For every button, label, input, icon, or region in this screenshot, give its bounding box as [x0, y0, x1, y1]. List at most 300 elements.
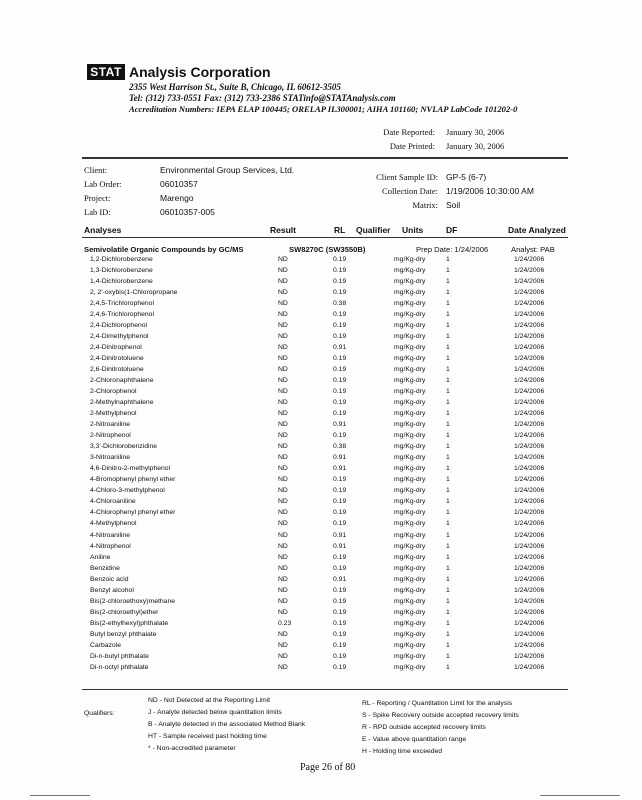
rl-cell: 0.19	[333, 322, 347, 330]
units-cell: mg/Kg-dry	[394, 377, 426, 385]
analyte-cell: 2,4,6-Trichlorophenol	[90, 311, 154, 319]
units-cell: mg/Kg-dry	[394, 421, 426, 429]
df-cell: 1	[446, 311, 450, 319]
date-analyzed-cell: 1/24/2006	[514, 652, 545, 660]
client-value: Environmental Group Services, Ltd.	[160, 165, 295, 175]
result-cell: ND	[278, 443, 288, 451]
analyte-cell: 2,4,5-Trichlorophenol	[90, 300, 154, 308]
table-row	[0, 598, 642, 609]
col-qualifier: Qualifier	[356, 225, 391, 235]
result-cell: ND	[278, 520, 288, 528]
rl-cell: 0.19	[333, 630, 347, 638]
date-analyzed-cell: 1/24/2006	[514, 432, 545, 440]
units-cell: mg/Kg-dry	[394, 520, 426, 528]
project-value: Marengo	[160, 193, 194, 203]
units-cell: mg/Kg-dry	[394, 267, 426, 275]
header-divider	[82, 157, 568, 159]
analyte-cell: 2,6-Dinitrotoluene	[90, 366, 144, 374]
df-cell: 1	[446, 652, 450, 660]
rl-cell: 0.19	[333, 641, 347, 649]
date-analyzed-cell: 1/24/2006	[514, 355, 545, 363]
result-cell: ND	[278, 267, 288, 275]
result-cell: ND	[278, 421, 288, 429]
units-cell: mg/Kg-dry	[394, 300, 426, 308]
df-cell: 1	[446, 278, 450, 286]
analyte-cell: 2, 2'-oxybis(1-Chloropropane	[90, 289, 178, 297]
rl-cell: 0.91	[333, 421, 347, 429]
units-cell: mg/Kg-dry	[394, 355, 426, 363]
date-analyzed-cell: 1/24/2006	[514, 630, 545, 638]
analyte-cell: Bis(2-ethylhexyl)phthalate	[90, 619, 169, 627]
date-analyzed-cell: 1/24/2006	[514, 322, 545, 330]
df-cell: 1	[446, 586, 450, 594]
date-analyzed-cell: 1/24/2006	[514, 267, 545, 275]
table-row	[0, 388, 642, 399]
df-cell: 1	[446, 322, 450, 330]
rl-cell: 0.19	[333, 388, 347, 396]
rl-cell: 0.91	[333, 344, 347, 352]
section-title: Semivolatile Organic Compounds by GC/MS	[84, 245, 244, 254]
company-address: 2355 West Harrison St., Suite B, Chicago, IL 60612-3505	[129, 82, 341, 92]
units-cell: mg/Kg-dry	[394, 388, 426, 396]
table-row	[0, 355, 642, 366]
df-cell: 1	[446, 443, 450, 451]
rl-cell: 0.19	[333, 652, 347, 660]
result-cell: ND	[278, 597, 288, 605]
lab-id-value: 06010357-005	[160, 207, 215, 217]
date-analyzed-cell: 1/24/2006	[514, 278, 545, 286]
section-analyst: Analyst: PAB	[511, 245, 555, 254]
qualifier-r: R - RPD outside accepted recovery limits	[362, 724, 486, 731]
qualifier-e: E - Value above quantitation range	[362, 736, 467, 743]
rl-cell: 0.19	[333, 586, 347, 594]
rl-cell: 0.19	[333, 256, 347, 263]
matrix-value: Soil	[446, 200, 461, 210]
df-cell: 1	[446, 641, 450, 649]
company-name: Analysis Corporation	[129, 64, 271, 80]
units-cell: mg/Kg-dry	[394, 597, 426, 605]
table-row	[0, 432, 642, 443]
date-analyzed-cell: 1/24/2006	[514, 498, 545, 506]
result-cell: ND	[278, 575, 288, 583]
company-phone: Tel: (312) 733-0551 Fax: (312) 733-2386 STATinfo@STATAnalysis.com	[129, 93, 396, 103]
table-row	[0, 642, 642, 653]
rl-cell: 0.19	[333, 355, 347, 363]
table-row	[0, 256, 642, 267]
date-analyzed-cell: 1/24/2006	[514, 366, 545, 374]
table-row	[0, 322, 642, 333]
analyte-cell: Di-n-octyl phthalate	[90, 663, 149, 671]
rl-cell: 0.19	[333, 509, 347, 517]
date-analyzed-cell: 1/24/2006	[514, 608, 545, 616]
table-row	[0, 609, 642, 620]
result-cell: ND	[278, 322, 288, 330]
analyte-cell: 2,4-Dinitrotoluene	[90, 355, 144, 363]
qualifier-ht: HT - Sample received past holding time	[148, 733, 267, 740]
col-analyses: Analyses	[84, 225, 122, 235]
rl-cell: 0.91	[333, 575, 347, 583]
date-analyzed-cell: 1/24/2006	[514, 520, 545, 528]
rl-cell: 0.19	[333, 476, 347, 484]
analyte-cell: Di-n-butyl phthalate	[90, 652, 149, 660]
scan-mark-left	[30, 795, 90, 796]
result-cell: ND	[278, 366, 288, 374]
analyte-cell: 4-Bromophenyl phenyl ether	[90, 476, 176, 484]
rl-cell: 0.91	[333, 465, 347, 473]
units-cell: mg/Kg-dry	[394, 344, 426, 352]
result-cell: ND	[278, 509, 288, 517]
table-row	[0, 454, 642, 465]
units-cell: mg/Kg-dry	[394, 575, 426, 583]
date-analyzed-cell: 1/24/2006	[514, 289, 545, 297]
analyte-cell: 4,6-Dinitro-2-methylphenol	[90, 465, 171, 473]
table-row	[0, 498, 642, 509]
date-analyzed-cell: 1/24/2006	[514, 377, 545, 385]
df-cell: 1	[446, 300, 450, 308]
df-cell: 1	[446, 476, 450, 484]
col-result: Result	[270, 225, 296, 235]
result-cell: ND	[278, 278, 288, 286]
table-row	[0, 554, 642, 565]
table-row	[0, 465, 642, 476]
units-cell: mg/Kg-dry	[394, 465, 426, 473]
columns-divider	[82, 237, 568, 238]
date-analyzed-cell: 1/24/2006	[514, 597, 545, 605]
date-analyzed-cell: 1/24/2006	[514, 476, 545, 484]
df-cell: 1	[446, 454, 450, 462]
sample-id-label: Client Sample ID:	[376, 172, 438, 182]
df-cell: 1	[446, 410, 450, 418]
units-cell: mg/Kg-dry	[394, 366, 426, 374]
df-cell: 1	[446, 597, 450, 605]
analyte-cell: 2-Chloronaphthalene	[90, 377, 154, 385]
date-analyzed-cell: 1/24/2006	[514, 641, 545, 649]
units-cell: mg/Kg-dry	[394, 454, 426, 462]
table-row	[0, 311, 642, 322]
result-cell: ND	[278, 564, 288, 572]
table-row	[0, 532, 642, 543]
table-row	[0, 476, 642, 487]
df-cell: 1	[446, 344, 450, 352]
qualifier-h: H - Holding time exceeded	[362, 748, 443, 755]
table-row	[0, 366, 642, 377]
table-row	[0, 664, 642, 675]
df-cell: 1	[446, 531, 450, 539]
result-cell: ND	[278, 410, 288, 418]
df-cell: 1	[446, 399, 450, 407]
rl-cell: 0.19	[333, 608, 347, 616]
df-cell: 1	[446, 509, 450, 517]
result-cell: ND	[278, 663, 288, 671]
lab-order-label: Lab Order:	[84, 179, 122, 189]
table-row	[0, 520, 642, 531]
date-analyzed-cell: 1/24/2006	[514, 454, 545, 462]
rl-cell: 0.19	[333, 564, 347, 572]
units-cell: mg/Kg-dry	[394, 586, 426, 594]
units-cell: mg/Kg-dry	[394, 542, 426, 550]
rl-cell: 0.19	[333, 366, 347, 374]
analyte-cell: 4-Chloro-3-methylphenol	[90, 487, 165, 495]
date-analyzed-cell: 1/24/2006	[514, 443, 545, 451]
date-analyzed-cell: 1/24/2006	[514, 542, 545, 550]
rl-cell: 0.19	[333, 520, 347, 528]
result-cell: ND	[278, 256, 288, 263]
units-cell: mg/Kg-dry	[394, 399, 426, 407]
qualifier-star: * - Non-accredited parameter	[148, 745, 236, 752]
units-cell: mg/Kg-dry	[394, 289, 426, 297]
units-cell: mg/Kg-dry	[394, 564, 426, 572]
analyte-cell: 3-Nitroaniline	[90, 454, 131, 462]
table-row	[0, 344, 642, 355]
units-cell: mg/Kg-dry	[394, 410, 426, 418]
table-row	[0, 410, 642, 421]
sample-id-value: GP-5 (6-7)	[446, 172, 487, 182]
rl-cell: 0.91	[333, 542, 347, 550]
table-row	[0, 289, 642, 300]
date-analyzed-cell: 1/24/2006	[514, 663, 545, 671]
date-analyzed-cell: 1/24/2006	[514, 399, 545, 407]
table-row	[0, 620, 642, 631]
table-row	[0, 377, 642, 388]
date-analyzed-cell: 1/24/2006	[514, 564, 545, 572]
rl-cell: 0.19	[333, 619, 347, 627]
result-cell: ND	[278, 465, 288, 473]
df-cell: 1	[446, 388, 450, 396]
rl-cell: 0.19	[333, 333, 347, 341]
df-cell: 1	[446, 608, 450, 616]
units-cell: mg/Kg-dry	[394, 278, 426, 286]
page-number: Page 26 of 80	[300, 762, 356, 773]
date-analyzed-cell: 1/24/2006	[514, 553, 545, 561]
result-cell: ND	[278, 300, 288, 308]
units-cell: mg/Kg-dry	[394, 311, 426, 319]
analyte-cell: 2-Nitroaniline	[90, 421, 131, 429]
analyte-cell: Butyl benzyl phthalate	[90, 630, 157, 638]
scan-mark-right	[540, 795, 620, 796]
rl-cell: 0.19	[333, 663, 347, 671]
analyte-cell: 1,2-Dichlorobenzene	[90, 256, 153, 263]
accreditation-numbers: Accreditation Numbers: IEPA ELAP 100445; ORELAP IL300001; AIHA 101160; NVLAP LabCode 101202-0	[129, 104, 518, 114]
result-cell: ND	[278, 652, 288, 660]
df-cell: 1	[446, 267, 450, 275]
df-cell: 1	[446, 553, 450, 561]
analyte-cell: 4-Nitroaniline	[90, 531, 131, 539]
result-cell: ND	[278, 311, 288, 319]
rl-cell: 0.19	[333, 311, 347, 319]
table-row	[0, 509, 642, 520]
table-row	[0, 631, 642, 642]
analyte-cell: Benzoic acid	[90, 575, 129, 583]
result-cell: ND	[278, 355, 288, 363]
date-analyzed-cell: 1/24/2006	[514, 421, 545, 429]
qualifier-b: B - Analyte detected in the associated Method Blank	[148, 721, 306, 728]
table-row	[0, 653, 642, 664]
analyte-cell: 2-Chlorophenol	[90, 388, 137, 396]
lab-id-label: Lab ID:	[84, 207, 111, 217]
units-cell: mg/Kg-dry	[394, 608, 426, 616]
df-cell: 1	[446, 333, 450, 341]
section-method: SW8270C (SW3550B)	[289, 245, 366, 254]
analyte-cell: 2,4-Dimethylphenol	[90, 333, 149, 341]
table-row	[0, 421, 642, 432]
qualifier-j: J - Analyte detected below quantitation limits	[148, 709, 282, 716]
col-date-analyzed: Date Analyzed	[508, 225, 566, 235]
result-cell: ND	[278, 432, 288, 440]
units-cell: mg/Kg-dry	[394, 531, 426, 539]
df-cell: 1	[446, 465, 450, 473]
date-analyzed-cell: 1/24/2006	[514, 509, 545, 517]
rl-cell: 0.19	[333, 267, 347, 275]
date-analyzed-cell: 1/24/2006	[514, 619, 545, 627]
date-analyzed-cell: 1/24/2006	[514, 531, 545, 539]
units-cell: mg/Kg-dry	[394, 432, 426, 440]
df-cell: 1	[446, 289, 450, 297]
df-cell: 1	[446, 487, 450, 495]
matrix-label: Matrix:	[412, 200, 438, 210]
qualifier-s: S - Spike Recovery outside accepted recovery limits	[362, 712, 519, 719]
result-cell: ND	[278, 289, 288, 297]
df-cell: 1	[446, 619, 450, 627]
units-cell: mg/Kg-dry	[394, 476, 426, 484]
footer-divider	[82, 689, 568, 690]
rl-cell: 0.19	[333, 487, 347, 495]
rl-cell: 0.19	[333, 432, 347, 440]
analyte-cell: 4-Chloroaniline	[90, 498, 136, 506]
table-row	[0, 300, 642, 311]
result-cell: ND	[278, 498, 288, 506]
analyte-cell: Benzidine	[90, 564, 120, 572]
qualifiers-label: Qualifiers:	[84, 710, 115, 717]
result-cell: 0.23	[278, 619, 292, 627]
rl-cell: 0.19	[333, 289, 347, 297]
df-cell: 1	[446, 498, 450, 506]
df-cell: 1	[446, 355, 450, 363]
analyte-cell: Bis(2-chloroethoxy)methane	[90, 597, 176, 605]
units-cell: mg/Kg-dry	[394, 509, 426, 517]
col-units: Units	[402, 225, 424, 235]
units-cell: mg/Kg-dry	[394, 322, 426, 330]
result-cell: ND	[278, 476, 288, 484]
analyte-cell: 4-Methylphenol	[90, 520, 137, 528]
date-reported-value: January 30, 2006	[446, 127, 505, 137]
units-cell: mg/Kg-dry	[394, 443, 426, 451]
col-rl: RL	[334, 225, 346, 235]
table-row	[0, 576, 642, 587]
table-row	[0, 565, 642, 576]
table-row	[0, 399, 642, 410]
units-cell: mg/Kg-dry	[394, 487, 426, 495]
result-cell: ND	[278, 641, 288, 649]
collection-date-label: Collection Date:	[382, 186, 438, 196]
df-cell: 1	[446, 542, 450, 550]
rl-cell: 0.19	[333, 498, 347, 506]
table-row	[0, 333, 642, 344]
result-cell: ND	[278, 531, 288, 539]
col-df: DF	[446, 225, 458, 235]
analyte-cell: Bis(2-chloroethyl)ether	[90, 608, 159, 616]
analyte-cell: 2-Methylphenol	[90, 410, 137, 418]
units-cell: mg/Kg-dry	[394, 652, 426, 660]
result-cell: ND	[278, 608, 288, 616]
df-cell: 1	[446, 366, 450, 374]
result-cell: ND	[278, 630, 288, 638]
analyte-cell: Carbazole	[90, 641, 121, 649]
table-row	[0, 443, 642, 454]
df-cell: 1	[446, 663, 450, 671]
rl-cell: 0.19	[333, 278, 347, 286]
date-analyzed-cell: 1/24/2006	[514, 586, 545, 594]
analyte-cell: 2-Nitrophenol	[90, 432, 131, 440]
company-logo: STAT	[87, 64, 125, 80]
df-cell: 1	[446, 421, 450, 429]
date-analyzed-cell: 1/24/2006	[514, 465, 545, 473]
date-analyzed-cell: 1/24/2006	[514, 410, 545, 418]
units-cell: mg/Kg-dry	[394, 498, 426, 506]
units-cell: mg/Kg-dry	[394, 663, 426, 671]
date-analyzed-cell: 1/24/2006	[514, 300, 545, 308]
units-cell: mg/Kg-dry	[394, 641, 426, 649]
result-cell: ND	[278, 487, 288, 495]
result-cell: ND	[278, 553, 288, 561]
table-row	[0, 267, 642, 278]
date-analyzed-cell: 1/24/2006	[514, 487, 545, 495]
table-row	[0, 587, 642, 598]
df-cell: 1	[446, 432, 450, 440]
analyte-cell: 2,4-Dichlorophenol	[90, 322, 148, 330]
rl-cell: 0.91	[333, 454, 347, 462]
rl-cell: 0.91	[333, 531, 347, 539]
df-cell: 1	[446, 256, 450, 263]
units-cell: mg/Kg-dry	[394, 333, 426, 341]
df-cell: 1	[446, 630, 450, 638]
qualifier-nd: ND - Not Detected at the Reporting Limit	[148, 697, 271, 704]
analyte-cell: 2,4-Dinitrophenol	[90, 344, 142, 352]
result-cell: ND	[278, 377, 288, 385]
result-cell: ND	[278, 586, 288, 594]
analyte-cell: 4-Nitrophenol	[90, 542, 131, 550]
analyte-cell: 2-Methylnaphthalene	[90, 399, 154, 407]
lab-order-value: 06010357	[160, 179, 198, 189]
analyte-cell: 1,3-Dichlorobenzene	[90, 267, 153, 275]
table-row	[0, 278, 642, 289]
analyte-cell: 1,4-Dichlorobenzene	[90, 278, 153, 286]
collection-date-value: 1/19/2006 10:30:00 AM	[446, 186, 534, 196]
result-cell: ND	[278, 388, 288, 396]
units-cell: mg/Kg-dry	[394, 630, 426, 638]
df-cell: 1	[446, 564, 450, 572]
result-cell: ND	[278, 344, 288, 352]
date-analyzed-cell: 1/24/2006	[514, 388, 545, 396]
units-cell: mg/Kg-dry	[394, 256, 426, 263]
date-printed-label: Date Printed:	[389, 141, 435, 151]
date-analyzed-cell: 1/24/2006	[514, 344, 545, 352]
df-cell: 1	[446, 575, 450, 583]
client-label: Client:	[84, 165, 108, 175]
units-cell: mg/Kg-dry	[394, 553, 426, 561]
result-cell: ND	[278, 333, 288, 341]
qualifier-rl: RL - Reporting / Quantitation Limit for the analysis	[362, 700, 513, 707]
date-printed-value: January 30, 2006	[446, 141, 505, 151]
result-cell: ND	[278, 542, 288, 550]
rl-cell: 0.19	[333, 399, 347, 407]
rl-cell: 0.19	[333, 553, 347, 561]
rl-cell: 0.38	[333, 443, 347, 451]
analyte-cell: 3,3'-Dichlorobenzidine	[90, 443, 158, 451]
df-cell: 1	[446, 377, 450, 385]
date-analyzed-cell: 1/24/2006	[514, 575, 545, 583]
df-cell: 1	[446, 520, 450, 528]
rl-cell: 0.38	[333, 300, 347, 308]
